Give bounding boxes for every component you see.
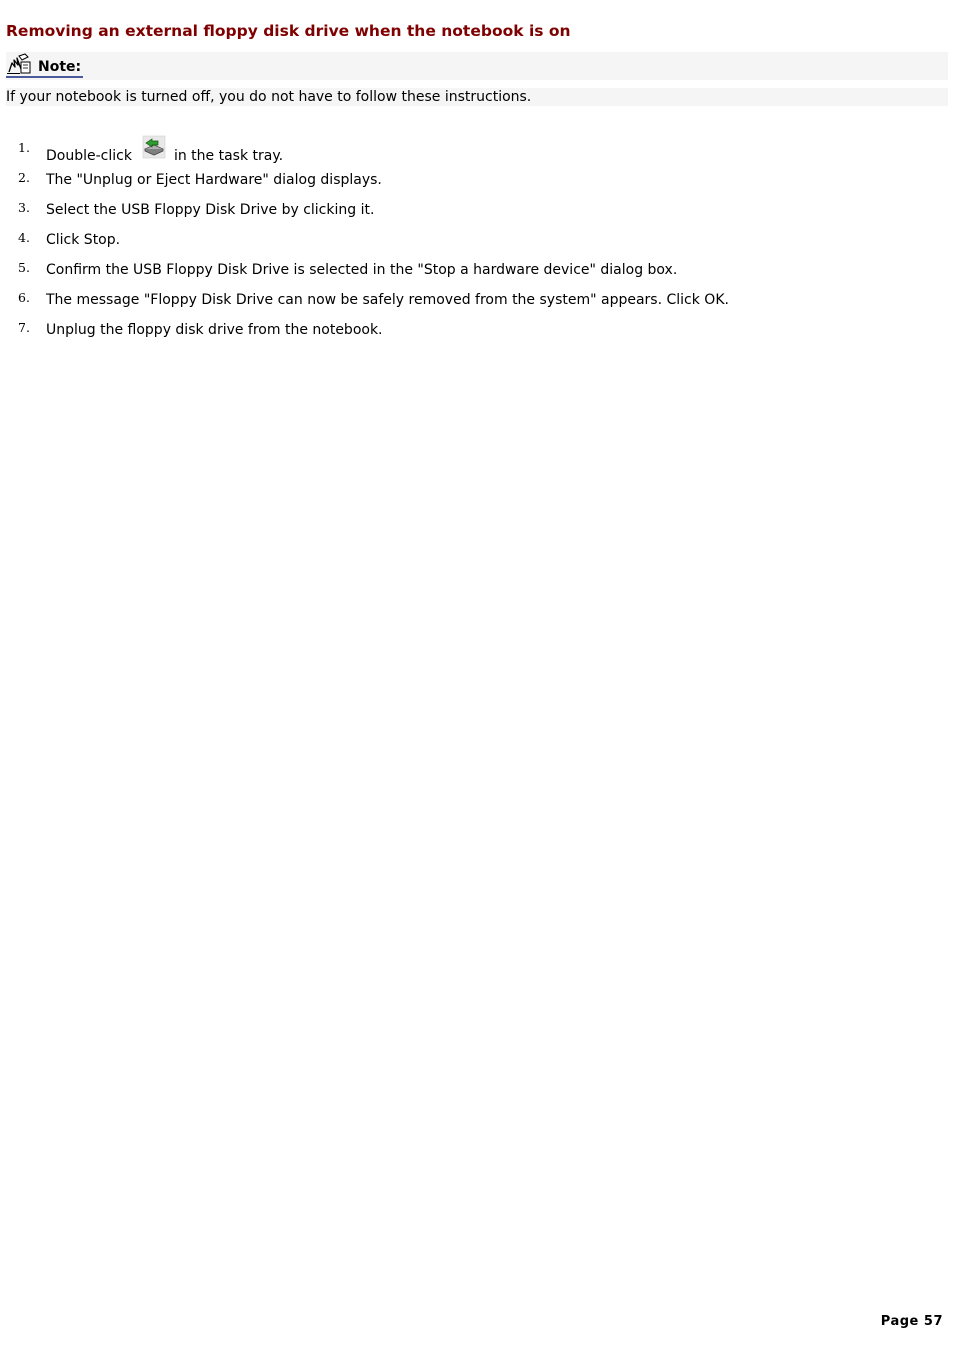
step-text: The message "Floppy Disk Drive can now be safely removed from the system" appears. Click OK. [46,292,729,308]
step-text-before-icon: Double-click [46,148,132,164]
note-pencil-icon [6,53,32,75]
step-text: The "Unplug or Eject Hardware" dialog displays. [46,172,382,188]
step-text [46,141,283,165]
note-text: If your notebook is turned off, you do not have to follow these instructions. [6,88,948,106]
step-number: 7. [18,320,30,335]
note-label-group [6,52,83,78]
step-text: Confirm the USB Floppy Disk Drive is selected in the "Stop a hardware device" dialog box. [46,262,678,278]
page-title: Removing an external floppy disk drive when the notebook is on [6,22,571,40]
step-text: Select the USB Floppy Disk Drive by clicking it. [46,202,375,218]
step-text-after-icon: in the task tray. [173,148,284,164]
step-number: 4. [18,230,30,245]
step-number: 3. [18,200,30,215]
step-number: 1. [18,140,30,155]
step-text: Unplug the floppy disk drive from the notebook. [46,322,383,338]
step-text: Click Stop. [46,232,121,248]
page-number: Page 57 [880,1314,943,1329]
step-number: 2. [18,170,30,185]
safely-remove-hardware-icon [142,135,166,159]
note-label: Note: [38,59,82,75]
note-header [6,52,948,80]
step-number: 6. [18,290,30,305]
step-number: 5. [18,260,30,275]
